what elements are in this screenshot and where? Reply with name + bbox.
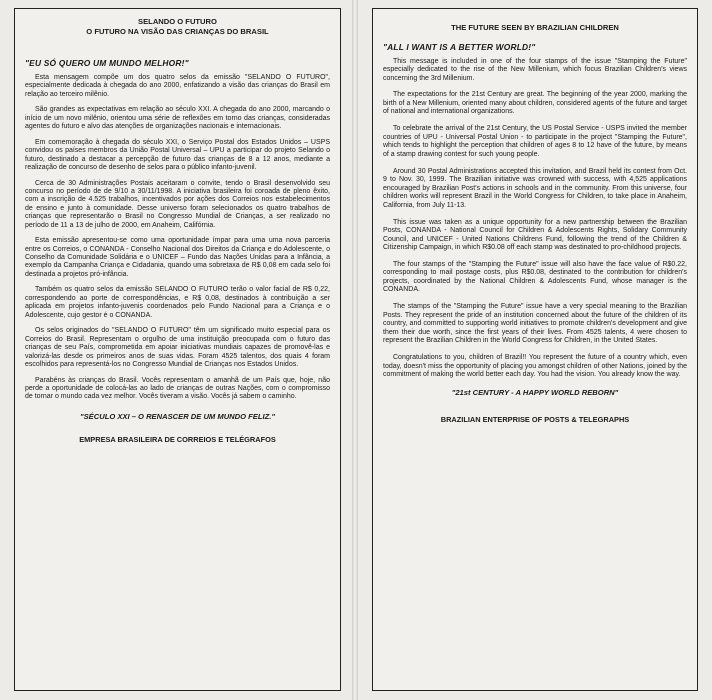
portuguese-paragraph: Também os quatro selos da emissão SELANDO O FUTURO terão o valor facial de R$ 0,22, correspondendo ao porte de correspondências, e R$ 0,08, destinados à contribuição a ser aplicada em projetos infanto-juvenis coordenados pelo Fundo Nacional para a Criança e o Adolescente, cujo gestor é o CONANDA. — [25, 286, 330, 319]
english-panel — [372, 8, 698, 691]
portuguese-paragraph: Esta emissão apresentou-se como uma oportunidade ímpar para uma uma nova parceria entre os Correios, o CONANDA - Conselho Nacional dos Direitos da Criança e do Adolescente, o Conselho da Comunidade Solidária e o UNICEF – Fundo das Nações Unidas para a Infância, a exemplo da Campanha Criança e Cidadania, quando uma sobretaxa de R$ 0,08 em cada selo foi destinada a projetos pró-infância. — [25, 237, 330, 278]
english-paragraph: This issue was taken as a unique opportunity for a new partnership between the Brazilian Posts, CONANDA - National Council for Children & Adolescents Rights, Solidary Community Council, and UNICEF - United Nations Childrens Fund, following the trend of the Children & Citizenship Campaign, in which R$0.08 off each stamp was destinated to pro-childhood projects. — [383, 218, 687, 252]
portuguese-closing-motto: "SÉCULO XXI – O RENASCER DE UM MUNDO FELIZ." — [80, 411, 275, 421]
portuguese-slogan: "EU SÓ QUERO UM MUNDO MELHOR!" — [25, 58, 189, 68]
portuguese-paragraph: Os selos originados do "SELANDO O FUTURO" têm um significado muito especial para os Correios do Brasil. Representam o orgulho de uma instituição preocupada com o futuro das crianças de seu País, comprometida em apoiar iniciativas mundiais capazes de promovê-las e valorizá-las desde os primeiros anos de suas vidas. Foram 4525 talentos, dos quais 4 foram escolhidos para representá-los no Congresso Mundial de Crianças nos Estados Unidos. — [25, 327, 330, 368]
english-paragraph: The stamps of the "Stamping the Future" issue have a very special meaning to the Brazilian Posts. They represent the pride of an institution concerned about the future of the children of its country, and committed to supporting world initiatives to promote children's development and give them their due worth, since the first years of their lives. From 4525 talents, 4 were chosen to represent the Brazilian Children in the World Congress for Children, in the United States. — [383, 303, 687, 345]
english-paragraph: Congratulations to you, children of Brazil!! You represent the future of a country which, even today, doesn't miss the opportunity of placing you amongst children of other Nations, joined by the commitment of making the world better each day. You had the vision. You already know the way. — [383, 354, 687, 379]
english-signature: BRAZILIAN ENTERPRISE OF POSTS & TELEGRAPHS — [440, 415, 630, 425]
portuguese-paragraph: São grandes as expectativas em relação ao século XXI. A chegada do ano 2000, marcando o início de um novo milênio, orientou uma série de reflexões em torno das crianças, consideradas agentes do futuro e alvo das atenções de organizações nacionais e internacionais. — [25, 106, 330, 131]
portuguese-signature: EMPRESA BRASILEIRA DE CORREIOS E TELÉGRAFOS — [79, 434, 276, 444]
english-paragraph: The four stamps of the "Stamping the Future" issue will also have the face value of R$0.22, corresponding to mail postage costs, plus R$0.08, destinated to the contribution for children's projects, coordinated by the National Children & Adolescents Fund, whose manager is the CONANDA. — [383, 260, 687, 294]
portuguese-paragraph: Cerca de 30 Administrações Postais aceitaram o convite, tendo o Brasil desenvolvido seu concurso no período de de 9/10 a 30/11/1998. A iniciativa brasileira foi coroada de pleno êxito, com a inscrição de 4.525 trabalhos, incentivados por ações dos Correios nos estabelecimentos de ensino e junto à comunidade. Desse universo foram selecionados os quatro trabalhos de crianças que representarão o Brasil no Congresso Mundial de Crianças, a ser realizado no período de 11 a 13 de julho de 2000, em Anaheim, Califórnia. — [25, 179, 330, 229]
portuguese-title-line2: O FUTURO NA VISÃO DAS CRIANÇAS DO BRASIL — [86, 26, 269, 36]
english-title: THE FUTURE SEEN BY BRAZILIAN CHILDREN — [451, 23, 619, 32]
english-slogan: "ALL I WANT IS A BETTER WORLD!" — [383, 41, 536, 52]
english-paragraph: Around 30 Postal Administrations accepted this invitation, and Brazil held its contest from Oct. 9 to Nov. 30, 1999. The Brazilian initiative was crowned with success, with 4,525 applications encouraged by Brazilian Post's actions in schools and in the community. From this universe, four children works will represent Brazil in the World Congress for Children, to take place in Anaheim, California, from July 11-13. — [383, 167, 687, 209]
portuguese-paragraph: Em comemoração à chegada do século XXI, o Serviço Postal dos Estados Unidos – USPS convidou os países membros da União Postal Universal – UPU a participar do projeto Selando o futuro, destinado a destacar a percepção de futuro das crianças de 8 a 12 anos, mediante a realização de concurso de desenho de selos para o público infanto-juvenil. — [25, 138, 330, 172]
portuguese-paragraph: Esta mensagem compõe um dos quatro selos da emissão "SELANDO O FUTURO", especialmente dedicada à chegada do ano 2000, enfatizando a visão das crianças do Brasil em relação ao terceiro milênio. — [25, 74, 330, 98]
portuguese-paragraph: Parabéns às crianças do Brasil. Vocês representam o amanhã de um País que, hoje, não perde a oportunidade de colocá-las ao lado de crianças de outras Nações, com o compromisso de tornar o mundo cada vez melhor. Vocês tiveram a visão. Vocês já sabem o caminho. — [25, 376, 330, 401]
english-paragraph: This message is included in one of the four stamps of the issue "Stamping the Future" especially dedicated to the rise of the New Millenium, which focus Brazilian Children's views concerning the 3rd Millenium. — [383, 57, 687, 82]
english-paragraph: To celebrate the arrival of the 21st Century, the US Postal Service - USPS invited the member countries of UPU - Universal Postal Union - to participate in the project "Stamping the Future", which tends to highlight the perception that children of ages 8 to 12 have of the future, by means of a stamp drawing contest for such young people. — [383, 125, 687, 158]
english-paragraph: The expectations for the 21st Century are great. The beginning of the year 2000, marking the birth of a New Millenium, oriented many about children, considered agents of the future and target of national and international organizations. — [383, 91, 687, 116]
portuguese-panel — [14, 8, 341, 691]
english-closing-motto: "21st CENTURY - A HAPPY WORLD REBORN" — [451, 388, 619, 398]
portuguese-title-line1: SELANDO O FUTURO — [138, 17, 217, 26]
portuguese-title — [25, 17, 330, 36]
center-fold — [352, 0, 358, 700]
